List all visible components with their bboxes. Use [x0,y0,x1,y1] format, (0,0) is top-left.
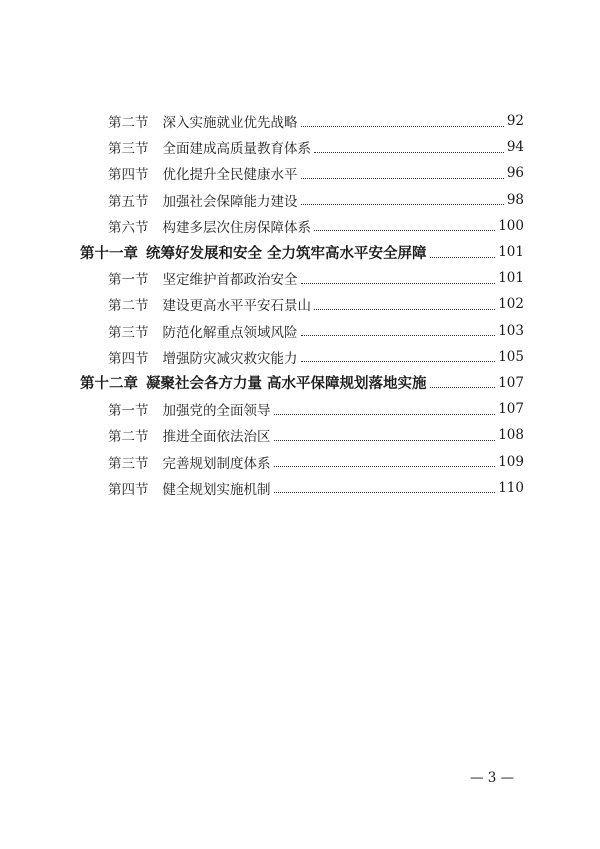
dot-leader [301,334,496,336]
toc-section-number: 第二节 [108,115,149,132]
toc-entry[interactable] [0,422,600,448]
toc-section-number: 第一节 [108,403,149,420]
toc-section-number: 第二节 [108,298,149,315]
toc-section-number: 第三节 [108,455,149,472]
toc-page-number: 96 [506,165,524,182]
page-footer-number: — 3 — [470,770,515,786]
dot-leader [301,360,496,362]
dot-leader [274,465,496,467]
toc-entry[interactable] [0,475,600,501]
dot-leader [430,256,496,258]
toc-page-number: 107 [498,374,524,391]
dot-leader [301,282,496,284]
toc-section-number: 第五节 [108,193,149,210]
toc-section-title: 加强社会保障能力建设 [162,193,298,210]
toc-entry[interactable] [0,187,600,213]
toc-chapter-entry[interactable] [0,239,600,265]
toc-entry[interactable] [0,344,600,370]
toc-section-title: 加强党的全面领导 [162,403,271,420]
dot-leader [430,386,496,388]
toc-section-title: 坚定维护首都政治安全 [162,272,298,289]
toc-section-number: 第四节 [108,350,149,367]
toc-page-number: 100 [498,217,524,234]
toc-section-number: 第四节 [108,167,149,184]
toc-page-number: 101 [498,244,524,261]
toc-section-title: 全面建成高质量教育体系 [162,141,311,158]
toc-page-number: 102 [498,296,524,313]
toc-section-number: 第三节 [108,324,149,341]
toc-chapter-number: 第十一章 [80,245,138,262]
toc-chapter-entry[interactable] [0,370,600,396]
toc-chapter-number: 第十二章 [80,376,138,393]
toc-section-title: 健全规划实施机制 [162,481,271,498]
toc-entry[interactable] [0,134,600,160]
toc-page-number: 108 [498,427,524,444]
dot-leader [314,229,495,231]
toc-section-title: 防范化解重点领域风险 [162,324,298,341]
toc-page-number: 92 [506,113,524,130]
toc-page-number: 110 [498,479,524,496]
toc-section-title: 推进全面依法治区 [162,429,271,446]
toc-page-number: 105 [498,348,524,365]
toc-section-title: 增强防灾减灾救灾能力 [162,350,298,367]
toc-section-title: 完善规划制度体系 [162,455,271,472]
toc-chapter-title: 统筹好发展和安全 全力筑牢高水平安全屏障 [146,245,427,262]
toc-page-number: 101 [498,270,524,287]
toc-section-number: 第三节 [108,141,149,158]
toc-section-title: 构建多层次住房保障体系 [162,219,311,236]
toc-section-title: 优化提升全民健康水平 [162,167,298,184]
dot-leader [314,308,495,310]
toc-entry[interactable] [0,318,600,344]
toc-entry[interactable] [0,213,600,239]
toc-section-title: 建设更高水平平安石景山 [162,298,311,315]
toc-section-title: 深入实施就业优先战略 [162,115,298,132]
dot-leader [301,203,504,205]
toc-page-number: 107 [498,401,524,418]
toc-entry[interactable] [0,108,600,134]
dot-leader [301,177,504,179]
dot-leader [274,413,496,415]
toc-entry[interactable] [0,291,600,317]
dot-leader [274,439,496,441]
toc-chapter-title: 凝聚社会各方力量 高水平保障规划落地实施 [146,376,427,393]
toc-section-number: 第四节 [108,481,149,498]
toc-entry[interactable] [0,448,600,474]
toc-section-number: 第六节 [108,219,149,236]
dot-leader [274,491,496,493]
toc-entry[interactable] [0,160,600,186]
toc-page-number: 109 [498,453,524,470]
toc-entry[interactable] [0,265,600,291]
dot-leader [314,151,504,153]
toc-page-number: 94 [506,139,524,156]
toc-page-number: 98 [506,191,524,208]
dot-leader [301,125,504,127]
toc-section-number: 第一节 [108,272,149,289]
table-of-contents [0,108,600,501]
toc-entry[interactable] [0,396,600,422]
toc-page-number: 103 [498,322,524,339]
toc-section-number: 第二节 [108,429,149,446]
